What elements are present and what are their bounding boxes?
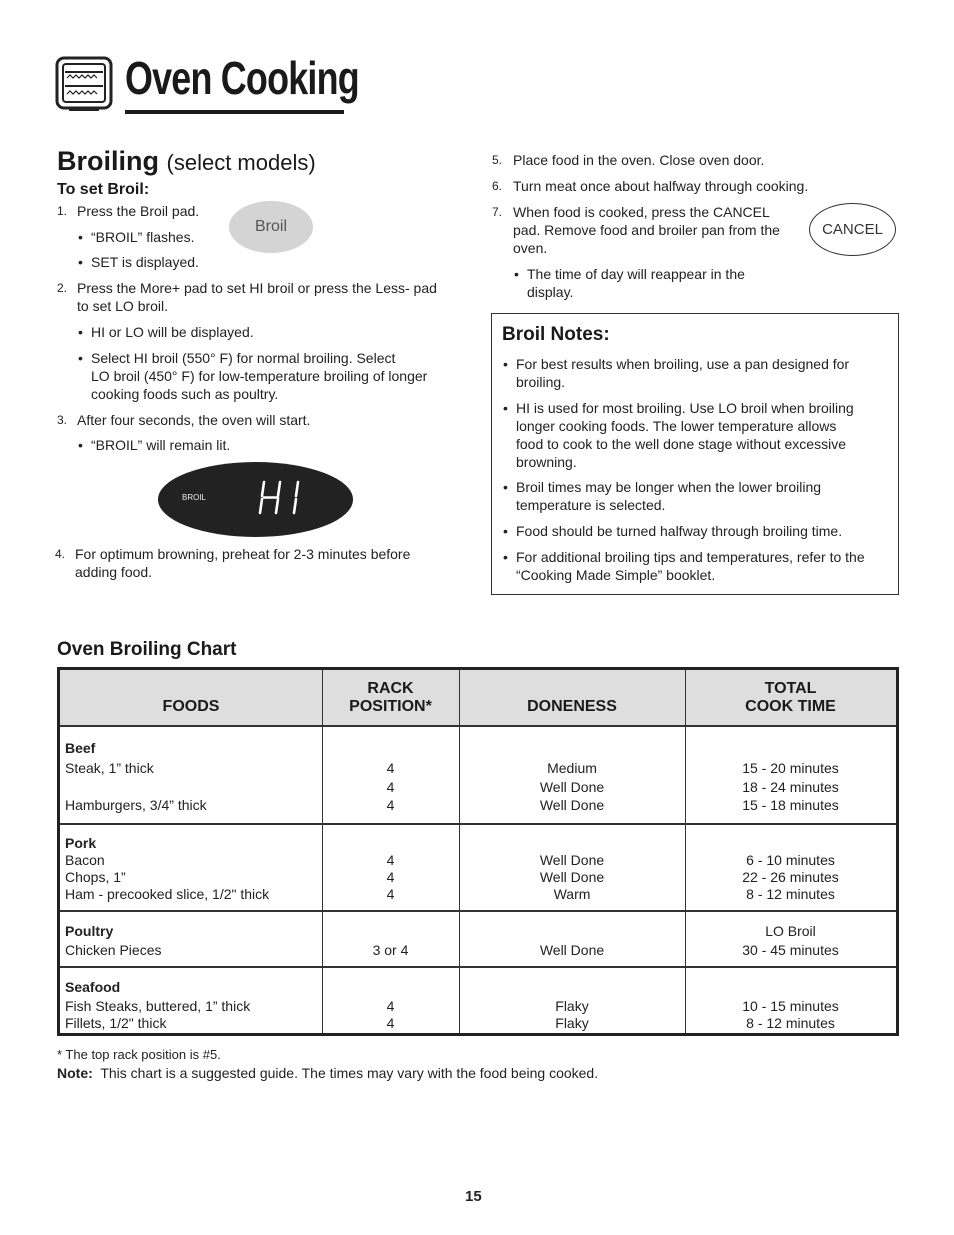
section-heading-sub: (select models) xyxy=(166,150,316,175)
food-item: Bacon xyxy=(65,852,105,868)
oven-broiling-chart xyxy=(57,667,899,1036)
bullet-line: display. xyxy=(527,284,574,300)
category-poultry: Poultry xyxy=(65,923,114,939)
bullet-line: • Select HI broil (550° F) for normal broiling. Select xyxy=(91,350,396,366)
step-1 xyxy=(57,202,199,220)
rack-line: 4 xyxy=(386,869,395,885)
note-label: Note: xyxy=(57,1065,93,1081)
page-title: Oven Cooking xyxy=(125,52,359,104)
header-doneness: DONENESS xyxy=(527,698,617,715)
chart-heading: Oven Broiling Chart xyxy=(57,639,237,660)
broil-note-5 xyxy=(516,548,865,584)
header-line: POSITION* xyxy=(349,698,432,715)
note-line: longer cooking foods. The lower temperature allows xyxy=(516,418,837,434)
rack-value: 3 or 4 xyxy=(372,942,409,958)
time-line: 30 - 45 minutes xyxy=(742,942,839,958)
food-item: Fillets, 1/2" thick xyxy=(65,1015,167,1031)
step-text: Press the Broil pad. xyxy=(77,203,200,219)
food-list xyxy=(65,852,269,903)
rack-value xyxy=(322,998,459,1032)
note-line: • HI is used for most broiling. Use LO broil when broiling xyxy=(516,400,854,416)
step-number: 6. xyxy=(492,179,503,193)
note-line: broiling. xyxy=(516,374,566,390)
row-divider xyxy=(60,966,896,968)
section-heading-main: Broiling xyxy=(57,146,159,176)
step-text-line: Press the More+ pad to set HI broil or press the Less- pad xyxy=(77,280,437,296)
step-number: 4. xyxy=(55,547,66,561)
bullet-line: cooking foods such as poultry. xyxy=(91,386,279,402)
food-item: Steak, 1” thick xyxy=(65,760,154,776)
page-number: 15 xyxy=(465,1188,482,1205)
broil-note-4 xyxy=(516,522,842,540)
oven-icon xyxy=(55,56,113,112)
step-number: 7. xyxy=(492,205,503,219)
chart-note xyxy=(57,1065,598,1081)
note-line: • For additional broiling tips and temperatures, refer to the xyxy=(516,549,865,565)
step-2-bullet-1: • HI or LO will be displayed. xyxy=(91,323,254,341)
step-4 xyxy=(55,545,410,581)
step-text-line: pad. Remove food and broiler pan from the xyxy=(513,222,780,238)
step-1-bullet-1: • “BROIL” flashes. xyxy=(91,228,194,246)
header-line: RACK xyxy=(367,680,414,697)
step-text: After four seconds, the oven will start. xyxy=(77,412,311,428)
step-number: 3. xyxy=(57,413,68,427)
row-divider xyxy=(60,823,896,825)
header-foods: FOODS xyxy=(162,698,220,715)
step-2-bullet-2 xyxy=(91,349,427,403)
step-3 xyxy=(57,411,310,429)
note-line: browning. xyxy=(516,454,577,470)
step-text-line: oven. xyxy=(513,240,548,256)
step-1-bullet-2: • SET is displayed. xyxy=(91,253,199,271)
header-rack-position xyxy=(322,680,459,716)
note-line: • Broil times may be longer when the lower broiling xyxy=(516,479,822,495)
time-line: 15 - 20 minutes xyxy=(742,760,839,776)
cook-time-value xyxy=(685,760,896,814)
title-rule xyxy=(125,110,344,114)
doneness-value xyxy=(459,852,685,903)
cook-time-value xyxy=(685,923,896,959)
rack-value xyxy=(322,760,459,814)
oven-display xyxy=(158,462,353,537)
step-text-line: When food is cooked, press the CANCEL xyxy=(513,204,770,220)
doneness-value: Well Done xyxy=(539,942,605,958)
cook-time-value xyxy=(685,852,896,903)
time-line: 15 - 18 minutes xyxy=(742,797,839,813)
rack-line: 4 xyxy=(386,998,395,1014)
to-set-broil-heading: To set Broil: xyxy=(57,181,150,198)
food-item: Fish Steaks, buttered, 1” thick xyxy=(65,998,251,1014)
doneness-line: Well Done xyxy=(539,852,605,868)
header-cook-time xyxy=(685,680,896,716)
broil-note-2 xyxy=(516,399,854,471)
display-broil-label: BROIL xyxy=(182,493,207,502)
row-divider xyxy=(60,910,896,912)
food-item: Chicken Pieces xyxy=(65,942,162,958)
header-line: COOK TIME xyxy=(745,698,836,715)
rack-line: 4 xyxy=(386,760,395,776)
step-text: Turn meat once about halfway through cooking. xyxy=(513,178,809,194)
time-line: 10 - 15 minutes xyxy=(742,998,839,1014)
doneness-line: Warm xyxy=(553,886,591,902)
row-divider xyxy=(60,725,896,727)
food-item: Chops, 1” xyxy=(65,869,126,885)
doneness-line: Flaky xyxy=(555,1015,589,1031)
time-line: LO Broil xyxy=(765,923,816,939)
header-line: TOTAL xyxy=(764,680,817,697)
rack-line: 4 xyxy=(386,886,395,902)
rack-line: 4 xyxy=(386,797,395,813)
step-2 xyxy=(57,279,437,315)
time-line: 18 - 24 minutes xyxy=(742,779,839,795)
note-line: • Food should be turned halfway through broiling time. xyxy=(516,523,843,539)
rack-value xyxy=(322,852,459,903)
category-pork: Pork xyxy=(65,835,97,851)
step-text-line: to set LO broil. xyxy=(77,298,169,314)
chart-footnote: * The top rack position is #5. xyxy=(57,1047,221,1062)
broil-note-3 xyxy=(516,478,821,514)
step-number: 5. xyxy=(492,153,503,167)
note-line: • For best results when broiling, use a pan designed for xyxy=(516,356,850,372)
rack-line: 4 xyxy=(386,1015,395,1031)
category-beef: Beef xyxy=(65,740,96,756)
food-list xyxy=(65,998,250,1032)
food-item: Ham - precooked slice, 1/2" thick xyxy=(65,886,270,902)
bullet-line: LO broil (450° F) for low-temperature broiling of longer xyxy=(91,368,428,384)
step-7 xyxy=(492,203,780,257)
display-hi-readout xyxy=(256,478,308,518)
note-line: food to cook to the well done stage without excessive xyxy=(516,436,846,452)
section-heading xyxy=(57,146,316,177)
note-text: This chart is a suggested guide. The times may vary with the food being cooked. xyxy=(100,1065,599,1081)
step-number: 2. xyxy=(57,281,68,295)
doneness-line: Flaky xyxy=(555,998,589,1014)
broil-note-1 xyxy=(516,355,849,391)
time-line: 22 - 26 minutes xyxy=(742,869,839,885)
cook-time-value xyxy=(685,998,896,1032)
rack-line: 4 xyxy=(386,852,395,868)
time-line: 6 - 10 minutes xyxy=(746,852,835,868)
food-item: Hamburgers, 3/4” thick xyxy=(65,797,207,813)
category-seafood: Seafood xyxy=(65,979,121,995)
doneness-line: Well Done xyxy=(539,869,605,885)
doneness-line: Well Done xyxy=(539,779,605,795)
doneness-line: Medium xyxy=(547,760,597,776)
doneness-value xyxy=(459,760,685,814)
doneness-line: Well Done xyxy=(539,797,605,813)
step-text-line: For optimum browning, preheat for 2-3 minutes before xyxy=(75,546,411,562)
step-text-line: adding food. xyxy=(75,564,153,580)
broil-pad-button: Broil xyxy=(229,201,313,253)
time-line: 8 - 12 minutes xyxy=(746,886,835,902)
cancel-pad-button: CANCEL xyxy=(809,203,896,256)
bullet-line: • The time of day will reappear in the xyxy=(527,266,745,282)
note-line: “Cooking Made Simple” booklet. xyxy=(516,567,716,583)
step-number: 1. xyxy=(57,204,68,218)
doneness-value xyxy=(459,998,685,1032)
step-6 xyxy=(492,177,808,195)
rack-line: 4 xyxy=(386,779,395,795)
time-line: 8 - 12 minutes xyxy=(746,1015,835,1031)
step-text: Place food in the oven. Close oven door. xyxy=(513,152,765,168)
step-5 xyxy=(492,151,764,169)
broil-notes-heading: Broil Notes: xyxy=(502,324,610,345)
step-3-bullet-1: • “BROIL” will remain lit. xyxy=(91,436,230,454)
step-7-bullet-1 xyxy=(527,265,745,301)
note-line: temperature is selected. xyxy=(516,497,666,513)
